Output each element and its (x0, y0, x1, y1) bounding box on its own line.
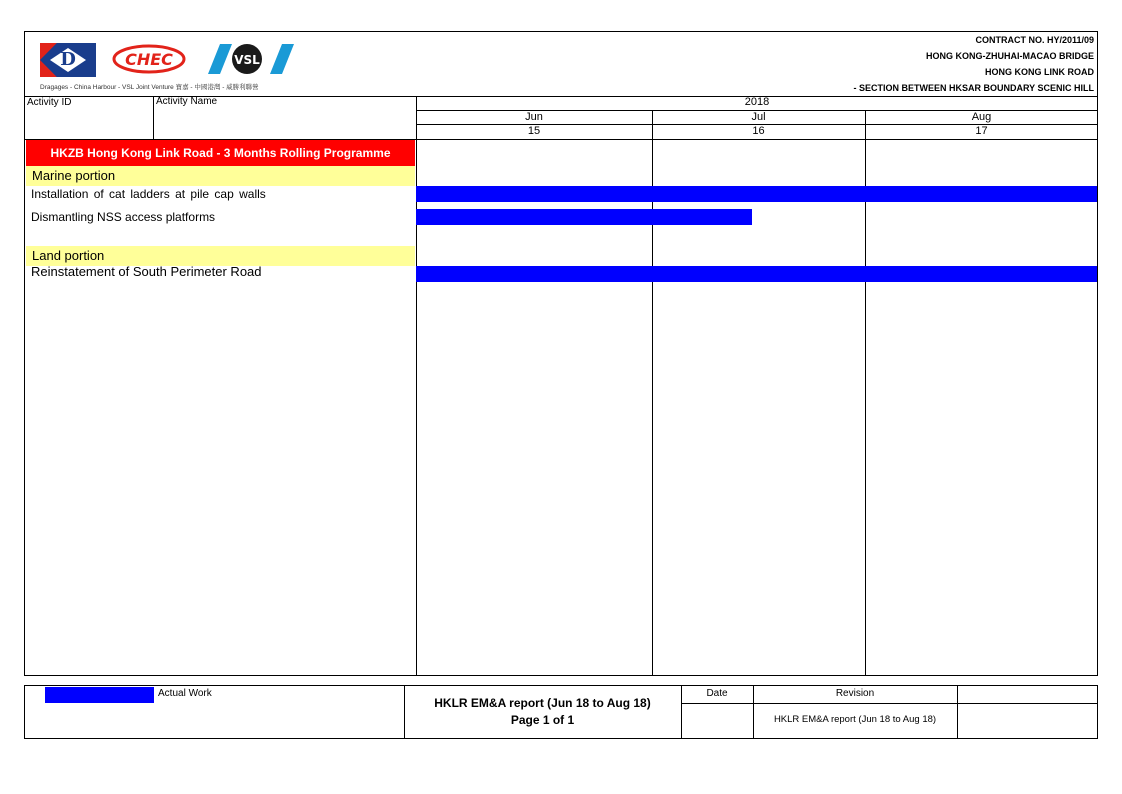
col-divider-id-name (153, 96, 154, 139)
week-jun: 15 (527, 125, 541, 137)
project-line-1: HONG KONG-ZHUHAI-MACAO BRIDGE (926, 51, 1094, 61)
month-jul: Jul (751, 111, 766, 123)
footer-date-header: Date (706, 688, 728, 699)
activity-name-nss-platforms: Dismantling NSS access platforms (31, 210, 216, 224)
legend-label-actual-work: Actual Work (158, 688, 212, 699)
gantt-bar-south-perimeter (416, 266, 1097, 282)
section-label-land: Land portion (32, 248, 105, 263)
month-jun: Jun (525, 111, 543, 123)
gantt-bar-nss-platforms (416, 209, 752, 225)
project-line-3: - SECTION BETWEEN HKSAR BOUNDARY SCENIC HILL (853, 83, 1094, 93)
footer-report-title: HKLR EM&A report (Jun 18 to Aug 18) (434, 696, 651, 710)
chec-logo (112, 44, 186, 74)
vsl-logo (200, 44, 295, 74)
dragages-logo: D (40, 43, 96, 77)
activity-name-header: Activity Name (156, 96, 218, 107)
month-aug: Aug (971, 111, 992, 123)
programme-title: HKZB Hong Kong Link Road - 3 Months Rolling Programme (26, 140, 415, 166)
footer-revision-header: Revision (835, 688, 875, 699)
week-aug: 17 (975, 125, 988, 137)
activity-name-south-perimeter: Reinstatement of South Perimeter Road (31, 264, 262, 279)
week-jul: 16 (752, 125, 765, 137)
logo-caption: Dragages - China Harbour - VSL Joint Venture 寶嘉 - 中國港灣 - 威勝利聯營 (40, 84, 259, 91)
contract-number: CONTRACT NO. HY/2011/09 (975, 35, 1094, 45)
legend-swatch-actual-work (45, 687, 154, 703)
svg-text:VSL: VSL (234, 53, 260, 67)
activity-id-header: Activity ID (27, 97, 72, 108)
activity-name-cat-ladders: Installation of cat ladders at pile cap walls (31, 187, 266, 201)
footer-revision-value: HKLR EM&A report (Jun 18 to Aug 18) (773, 714, 937, 725)
footer-row-divider (681, 703, 1098, 704)
footer-divider-1 (404, 685, 405, 739)
svg-text:CHEC: CHEC (125, 50, 173, 69)
section-label-marine: Marine portion (32, 168, 116, 183)
gantt-bar-cat-ladders (416, 186, 1097, 202)
col-divider-name-chart (416, 96, 417, 676)
footer-page-number: Page 1 of 1 (510, 713, 575, 727)
year-label: 2018 (744, 96, 770, 108)
footer-divider-4 (957, 685, 958, 739)
project-line-2: HONG KONG LINK ROAD (985, 67, 1094, 77)
